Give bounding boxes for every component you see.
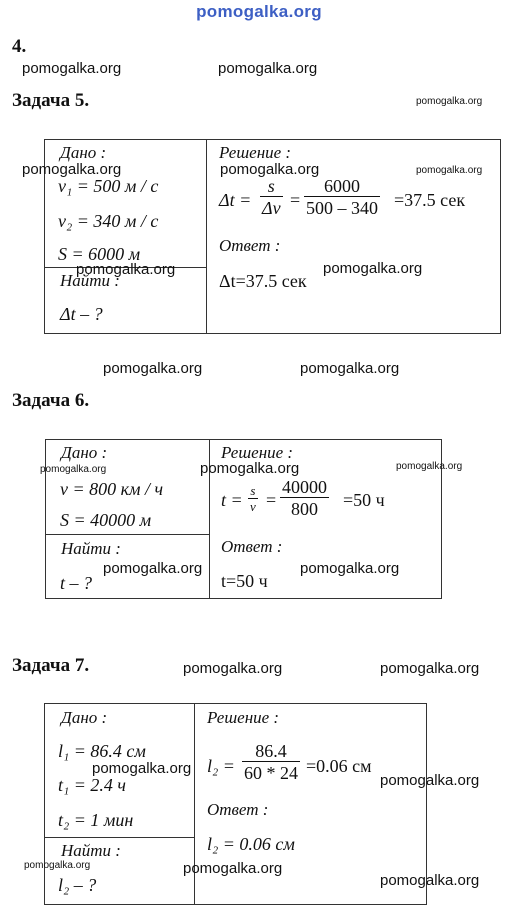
watermark: pomogalka.org — [218, 60, 318, 77]
find-label: Найти : — [61, 539, 121, 558]
equals-sign: = — [266, 490, 277, 510]
task-6-heading: Задача 6. — [12, 390, 90, 411]
answer-label: Ответ : — [207, 800, 269, 819]
task-7-heading: Задача 7. — [12, 655, 90, 676]
watermark: pomogalka.org — [183, 660, 283, 677]
watermark: pomogalka.org — [200, 460, 300, 477]
answer-label: Ответ : — [221, 537, 283, 556]
formula-lhs: l₂ = — [207, 756, 235, 776]
answer-value: Δt=37.5 сек — [219, 271, 307, 291]
fraction: 6000 500 – 340 — [306, 176, 378, 218]
find-value: l₂ – ? — [58, 875, 97, 895]
answer-value: l₂ = 0.06 см — [207, 834, 295, 854]
watermark: pomogalka.org — [92, 760, 192, 777]
formula-lhs: Δt = — [219, 190, 252, 210]
site-logo[interactable]: pomogalka.org — [196, 2, 322, 21]
formula-lhs: t = — [221, 490, 243, 510]
given-label: Дано : — [61, 708, 108, 727]
answer-value: t=50 ч — [221, 571, 268, 591]
result-value: =37.5 сек — [394, 190, 466, 210]
watermark: pomogalka.org — [380, 660, 480, 677]
watermark: pomogalka.org — [22, 60, 122, 77]
watermark: pomogalka.org — [103, 560, 203, 577]
fraction: s Δv — [262, 176, 281, 218]
given-label: Дано : — [61, 443, 108, 462]
watermark: pomogalka.org — [380, 772, 480, 789]
given-value: t₁ = 2.4 ч — [58, 775, 126, 795]
watermark: pomogalka.org — [323, 260, 423, 277]
find-value: t – ? — [60, 573, 93, 593]
solution-label: Решение : — [221, 443, 294, 462]
watermark: pomogalka.org — [380, 872, 480, 889]
watermark: pomogalka.org — [220, 161, 320, 178]
watermark: pomogalka.org — [103, 360, 203, 377]
find-label: Найти : — [60, 271, 120, 290]
watermark: pomogalka.org — [22, 161, 122, 178]
given-value: v = 800 км / ч — [60, 479, 164, 499]
given-value: S = 6000 м — [58, 244, 141, 264]
solution-label: Решение : — [207, 708, 280, 727]
watermark: pomogalka.org — [300, 360, 400, 377]
given-value: v₂ = 340 м / с — [58, 211, 159, 231]
watermark: pomogalka.org — [76, 261, 176, 278]
given-label: Дано : — [60, 143, 107, 162]
solution-label: Решение : — [219, 143, 292, 162]
fraction: 86.4 60 * 24 — [244, 741, 298, 783]
fraction: s v — [250, 483, 256, 514]
watermark: pomogalka.org — [183, 860, 283, 877]
equals-sign: = — [290, 190, 301, 210]
find-value: Δt – ? — [60, 304, 103, 324]
given-value: t₂ = 1 мин — [58, 810, 134, 830]
section-number: 4. — [12, 36, 27, 57]
watermark: pomogalka.org — [396, 461, 463, 472]
answer-label: Ответ : — [219, 236, 281, 255]
watermark: pomogalka.org — [300, 560, 400, 577]
watermark: pomogalka.org — [40, 464, 107, 475]
given-value: l₁ = 86.4 см — [58, 741, 146, 761]
find-label: Найти : — [61, 841, 121, 860]
task-5-heading: Задача 5. — [12, 90, 90, 111]
result-value: =0.06 см — [306, 756, 372, 776]
watermark: pomogalka.org — [416, 165, 483, 176]
given-value: S = 40000 м — [60, 510, 152, 530]
result-value: =50 ч — [343, 490, 385, 510]
fraction: 40000 800 — [282, 477, 327, 519]
watermark: pomogalka.org — [416, 96, 483, 107]
given-value: v₁ = 500 м / с — [58, 176, 159, 196]
watermark: pomogalka.org — [24, 860, 91, 871]
